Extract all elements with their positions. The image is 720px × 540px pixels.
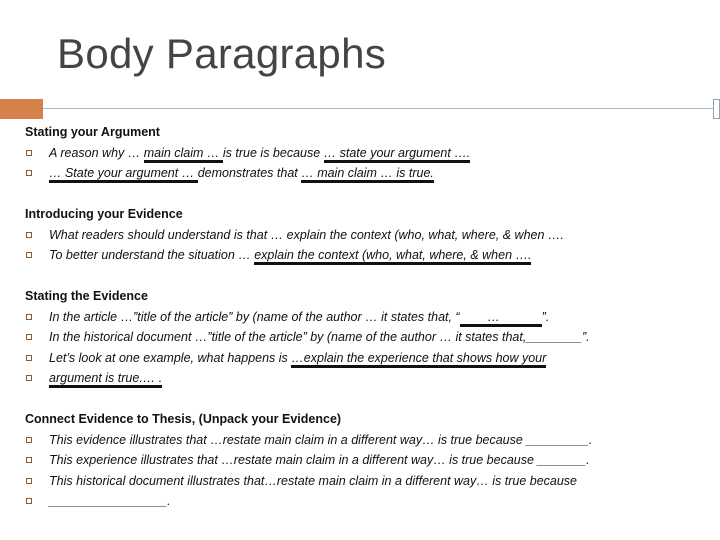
list-item	[25, 348, 715, 369]
square-bullet-icon	[26, 478, 32, 484]
blank-line: _________.	[526, 432, 593, 447]
section-stating-argument	[25, 122, 715, 184]
slide-body	[25, 122, 715, 532]
item-text: What readers should understand is that …	[49, 227, 287, 242]
square-bullet-icon	[26, 437, 32, 443]
section-connect-evidence	[25, 409, 715, 512]
item-text: To better understand the situation …	[49, 248, 255, 262]
blank-line: _________________.	[49, 494, 171, 508]
item-text: ”.	[581, 330, 590, 344]
underlined-text: … State your argument …	[49, 166, 198, 183]
item-text: This historical document illustrates that…restate main claim in a different way… is true because	[49, 473, 578, 488]
list-item	[25, 368, 715, 389]
divider-end-square	[713, 99, 720, 119]
underlined-text: main claim …	[144, 146, 223, 163]
item-text: In the article …”title of the article” by (name of the author … it states that, “	[49, 309, 460, 324]
list-item	[25, 143, 715, 164]
item-text: A reason why …	[49, 145, 144, 160]
item-text: explain the context (who, what, where, & when ….	[286, 227, 564, 242]
section-introducing-evidence	[25, 204, 715, 266]
square-bullet-icon	[26, 457, 32, 463]
item-text: is true is because	[222, 145, 324, 160]
title-accent-bar	[0, 99, 43, 119]
list-item	[25, 491, 715, 512]
blank-line: _______.	[537, 453, 590, 467]
square-bullet-icon	[26, 150, 32, 156]
section-heading: Connect Evidence to Thesis, (Unpack your Evidence)	[25, 412, 342, 426]
item-text: demonstrates that	[197, 166, 302, 180]
square-bullet-icon	[26, 355, 32, 361]
square-bullet-icon	[26, 334, 32, 340]
item-text: In the historical document …”title of the article” by (name of the author … it states that,	[49, 330, 527, 344]
square-bullet-icon	[26, 170, 32, 176]
underlined-text: explain the context (who, what, where, & when ….	[254, 248, 531, 265]
list-item	[25, 245, 715, 266]
title-divider	[43, 108, 720, 109]
list-item	[25, 471, 715, 492]
list-item	[25, 327, 715, 348]
item-text: ”.	[541, 309, 550, 324]
section-heading: Introducing your Evidence	[25, 207, 183, 221]
list-item	[25, 430, 715, 451]
underlined-text: argument is true.… .	[49, 371, 162, 388]
list-item	[25, 163, 715, 184]
underlined-text: …	[460, 310, 542, 327]
section-heading: Stating the Evidence	[25, 289, 148, 303]
list-item	[25, 307, 715, 328]
item-text: This experience illustrates that …restate main claim in a different way… is true because	[49, 453, 538, 467]
section-heading: Stating your Argument	[25, 125, 160, 139]
square-bullet-icon	[26, 314, 32, 320]
underlined-text: …explain the experience that shows how your	[291, 351, 546, 368]
slide-title: Body Paragraphs	[57, 30, 387, 77]
square-bullet-icon	[26, 498, 32, 504]
list-item	[25, 450, 715, 471]
section-stating-evidence	[25, 286, 715, 389]
underlined-text: … main claim … is true.	[301, 166, 434, 183]
blank-line: ________	[526, 330, 582, 344]
list-item	[25, 225, 715, 246]
square-bullet-icon	[26, 232, 32, 238]
item-text: Let’s look at one example, what happens is	[49, 350, 292, 365]
square-bullet-icon	[26, 375, 32, 381]
underlined-text: … state your argument ….	[324, 146, 471, 163]
item-text: This evidence illustrates that …restate main claim in a different way… is true because	[49, 432, 527, 447]
square-bullet-icon	[26, 252, 32, 258]
